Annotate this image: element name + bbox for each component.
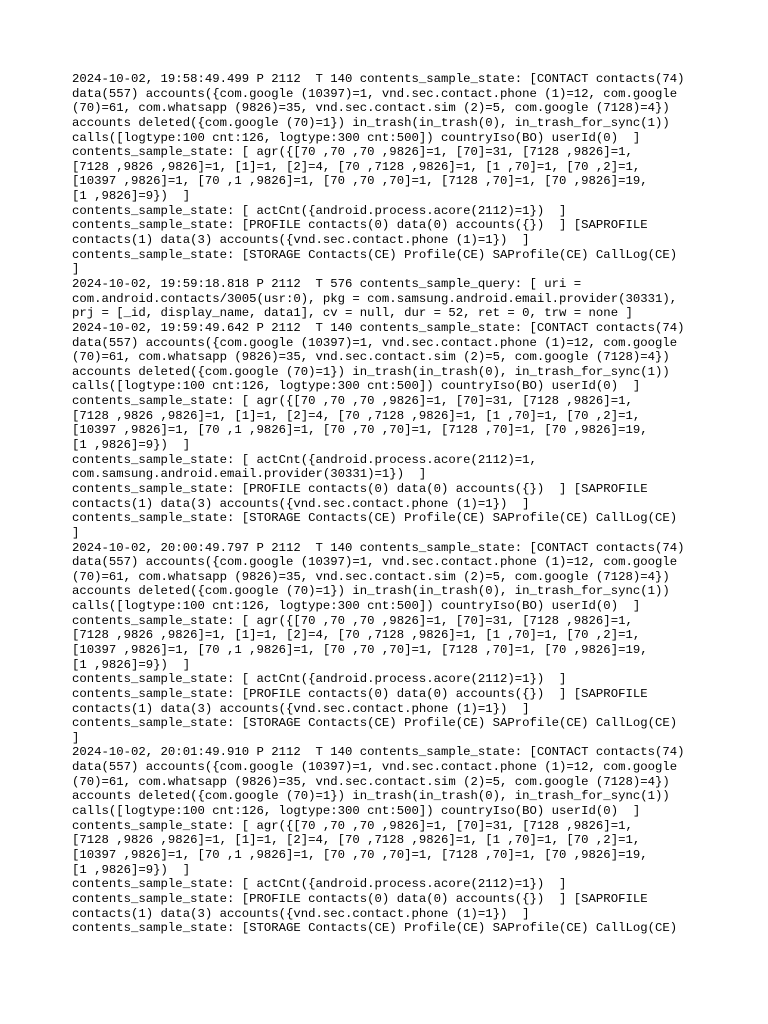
log-line: contents_sample_state: [ actCnt({android.process.acore(2112)=1,: [72, 452, 537, 467]
log-line: contents_sample_state: [ agr({[70 ,70 ,70 ,9826]=1, [70]=31, [7128 ,9826]=1,: [72, 394, 633, 409]
log-line: contents_sample_state: [ actCnt({android.process.acore(2112)=1}) ]: [72, 203, 567, 218]
log-line: (70)=61, com.whatsapp (9826)=35, vnd.sec.contact.sim (2)=5, com.google (7128)=4}): [72, 101, 670, 116]
log-line: calls([logtype:100 cnt:126, logtype:300 cnt:500]) countryIso(BO) userId(0) ]: [72, 804, 641, 819]
log-line: com.samsung.android.email.provider(30331)=1}) ]: [72, 467, 427, 482]
log-line: contents_sample_state: [STORAGE Contacts(CE) Profile(CE) SAProfile(CE) CallLog(CE): [72, 247, 678, 262]
log-line: 2024-10-02, 20:00:49.797 P 2112 T 140 contents_sample_state: [CONTACT contacts(74): [72, 540, 685, 555]
log-line: [7128 ,9826 ,9826]=1, [1]=1, [2]=4, [70 ,7128 ,9826]=1, [1 ,70]=1, [70 ,2]=1,: [72, 408, 641, 423]
log-line: [7128 ,9826 ,9826]=1, [1]=1, [2]=4, [70 ,7128 ,9826]=1, [1 ,70]=1, [70 ,2]=1,: [72, 628, 641, 643]
log-line: 2024-10-02, 19:59:49.642 P 2112 T 140 contents_sample_state: [CONTACT contacts(74): [72, 320, 685, 335]
log-text-body: [72, 72, 712, 936]
log-line: contents_sample_state: [STORAGE Contacts(CE) Profile(CE) SAProfile(CE) CallLog(CE): [72, 716, 678, 731]
log-line: [1 ,9826]=9}) ]: [72, 189, 191, 204]
log-line: contacts(1) data(3) accounts({vnd.sec.contact.phone (1)=1}) ]: [72, 496, 530, 511]
log-line: calls([logtype:100 cnt:126, logtype:300 cnt:500]) countryIso(BO) userId(0) ]: [72, 379, 641, 394]
log-line: calls([logtype:100 cnt:126, logtype:300 cnt:500]) countryIso(BO) userId(0) ]: [72, 130, 641, 145]
log-line: [10397 ,9826]=1, [70 ,1 ,9826]=1, [70 ,70 ,70]=1, [7128 ,70]=1, [70 ,9826]=19,: [72, 423, 648, 438]
log-line: calls([logtype:100 cnt:126, logtype:300 cnt:500]) countryIso(BO) userId(0) ]: [72, 599, 641, 614]
log-line: (70)=61, com.whatsapp (9826)=35, vnd.sec.contact.sim (2)=5, com.google (7128)=4}): [72, 350, 670, 365]
log-line: 2024-10-02, 19:59:18.818 P 2112 T 576 contents_sample_query: [ uri =: [72, 276, 582, 291]
log-line: ]: [72, 525, 80, 540]
log-line: 2024-10-02, 20:01:49.910 P 2112 T 140 contents_sample_state: [CONTACT contacts(74): [72, 745, 685, 760]
log-line: contents_sample_state: [ actCnt({android.process.acore(2112)=1}) ]: [72, 877, 567, 892]
log-line: [10397 ,9826]=1, [70 ,1 ,9826]=1, [70 ,70 ,70]=1, [7128 ,70]=1, [70 ,9826]=19,: [72, 642, 648, 657]
log-line: [7128 ,9826 ,9826]=1, [1]=1, [2]=4, [70 ,7128 ,9826]=1, [1 ,70]=1, [70 ,2]=1,: [72, 833, 641, 848]
log-line: (70)=61, com.whatsapp (9826)=35, vnd.sec.contact.sim (2)=5, com.google (7128)=4}): [72, 774, 670, 789]
log-line: contacts(1) data(3) accounts({vnd.sec.contact.phone (1)=1}) ]: [72, 906, 530, 921]
log-line: contents_sample_state: [ agr({[70 ,70 ,70 ,9826]=1, [70]=31, [7128 ,9826]=1,: [72, 613, 633, 628]
log-line: data(557) accounts({com.google (10397)=1, vnd.sec.contact.phone (1)=12, com.google: [72, 760, 678, 775]
log-line: (70)=61, com.whatsapp (9826)=35, vnd.sec.contact.sim (2)=5, com.google (7128)=4}): [72, 569, 670, 584]
log-line: contents_sample_state: [PROFILE contacts(0) data(0) accounts({}) ] [SAPROFILE: [72, 481, 648, 496]
log-line: ]: [72, 730, 80, 745]
log-line: [1 ,9826]=9}) ]: [72, 862, 191, 877]
log-line: data(557) accounts({com.google (10397)=1, vnd.sec.contact.phone (1)=12, com.google: [72, 335, 678, 350]
log-line: accounts deleted({com.google (70)=1}) in_trash(in_trash(0), in_trash_for_sync(1)): [72, 115, 670, 130]
log-line: data(557) accounts({com.google (10397)=1, vnd.sec.contact.phone (1)=12, com.google: [72, 555, 678, 570]
log-line: [1 ,9826]=9}) ]: [72, 657, 191, 672]
log-line: ]: [72, 262, 80, 277]
log-line: contents_sample_state: [STORAGE Contacts(CE) Profile(CE) SAProfile(CE) CallLog(CE): [72, 511, 678, 526]
log-line: contents_sample_state: [PROFILE contacts(0) data(0) accounts({}) ] [SAPROFILE: [72, 218, 648, 233]
log-line: contacts(1) data(3) accounts({vnd.sec.contact.phone (1)=1}) ]: [72, 701, 530, 716]
log-line: com.android.contacts/3005(usr:0), pkg = com.samsung.android.email.provider(30331),: [72, 291, 678, 306]
log-line: contents_sample_state: [ agr({[70 ,70 ,70 ,9826]=1, [70]=31, [7128 ,9826]=1,: [72, 145, 633, 160]
log-line: contents_sample_state: [PROFILE contacts(0) data(0) accounts({}) ] [SAPROFILE: [72, 686, 648, 701]
log-line: [7128 ,9826 ,9826]=1, [1]=1, [2]=4, [70 ,7128 ,9826]=1, [1 ,70]=1, [70 ,2]=1,: [72, 159, 641, 174]
log-line: contents_sample_state: [ actCnt({android.process.acore(2112)=1}) ]: [72, 672, 567, 687]
log-line: [10397 ,9826]=1, [70 ,1 ,9826]=1, [70 ,70 ,70]=1, [7128 ,70]=1, [70 ,9826]=19,: [72, 847, 648, 862]
log-line: accounts deleted({com.google (70)=1}) in_trash(in_trash(0), in_trash_for_sync(1)): [72, 364, 670, 379]
log-document: [72, 72, 712, 936]
log-line: prj = [_id, display_name, data1], cv = null, dur = 52, ret = 0, trw = none ]: [72, 306, 633, 321]
log-line: contacts(1) data(3) accounts({vnd.sec.contact.phone (1)=1}) ]: [72, 233, 530, 248]
log-line: [1 ,9826]=9}) ]: [72, 438, 191, 453]
log-line: 2024-10-02, 19:58:49.499 P 2112 T 140 contents_sample_state: [CONTACT contacts(74): [72, 72, 685, 86]
log-line: data(557) accounts({com.google (10397)=1, vnd.sec.contact.phone (1)=12, com.google: [72, 86, 678, 101]
log-line: contents_sample_state: [STORAGE Contacts(CE) Profile(CE) SAProfile(CE) CallLog(CE): [72, 921, 678, 936]
log-line: accounts deleted({com.google (70)=1}) in_trash(in_trash(0), in_trash_for_sync(1)): [72, 789, 670, 804]
log-line: accounts deleted({com.google (70)=1}) in_trash(in_trash(0), in_trash_for_sync(1)): [72, 584, 670, 599]
log-line: [10397 ,9826]=1, [70 ,1 ,9826]=1, [70 ,70 ,70]=1, [7128 ,70]=1, [70 ,9826]=19,: [72, 174, 648, 189]
log-line: contents_sample_state: [ agr({[70 ,70 ,70 ,9826]=1, [70]=31, [7128 ,9826]=1,: [72, 818, 633, 833]
log-line: contents_sample_state: [PROFILE contacts(0) data(0) accounts({}) ] [SAPROFILE: [72, 891, 648, 906]
